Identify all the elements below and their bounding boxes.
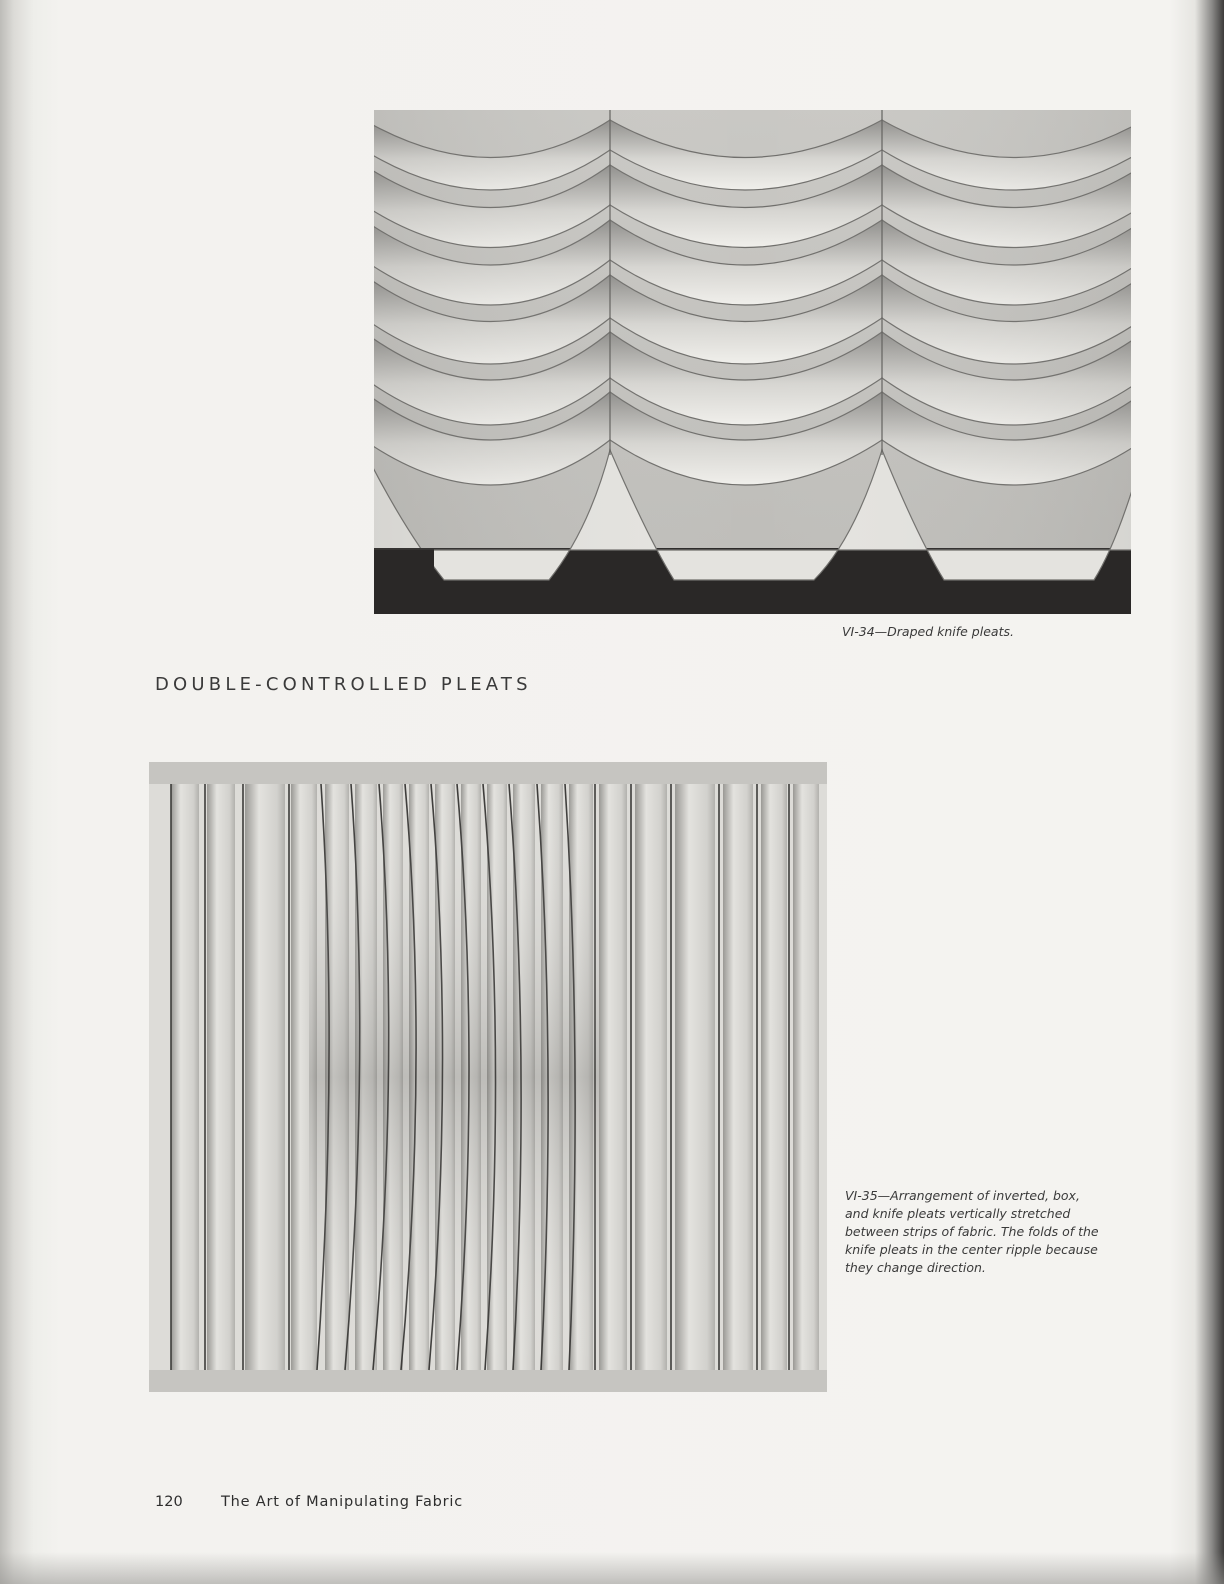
page-bottom-shadow <box>0 1552 1224 1584</box>
page-number: 120 <box>155 1494 183 1510</box>
figure-caption: VI-35—Arrangement of inverted, box, and knife pleats vertically stretched between strips of fabric. The folds of the knife pleats in the center ripple because they change direction. <box>845 1188 1099 1275</box>
figure-caption: VI-34—Draped knife pleats. <box>842 624 1014 639</box>
figure-draped-knife-pleats-photo <box>374 110 1131 614</box>
book-title: The Art of Manipulating Fabric <box>221 1494 464 1510</box>
page-footer <box>155 1494 463 1510</box>
figure-vertical-pleats-photo <box>149 762 827 1392</box>
section-heading: DOUBLE-CONTROLLED PLEATS <box>155 674 532 695</box>
